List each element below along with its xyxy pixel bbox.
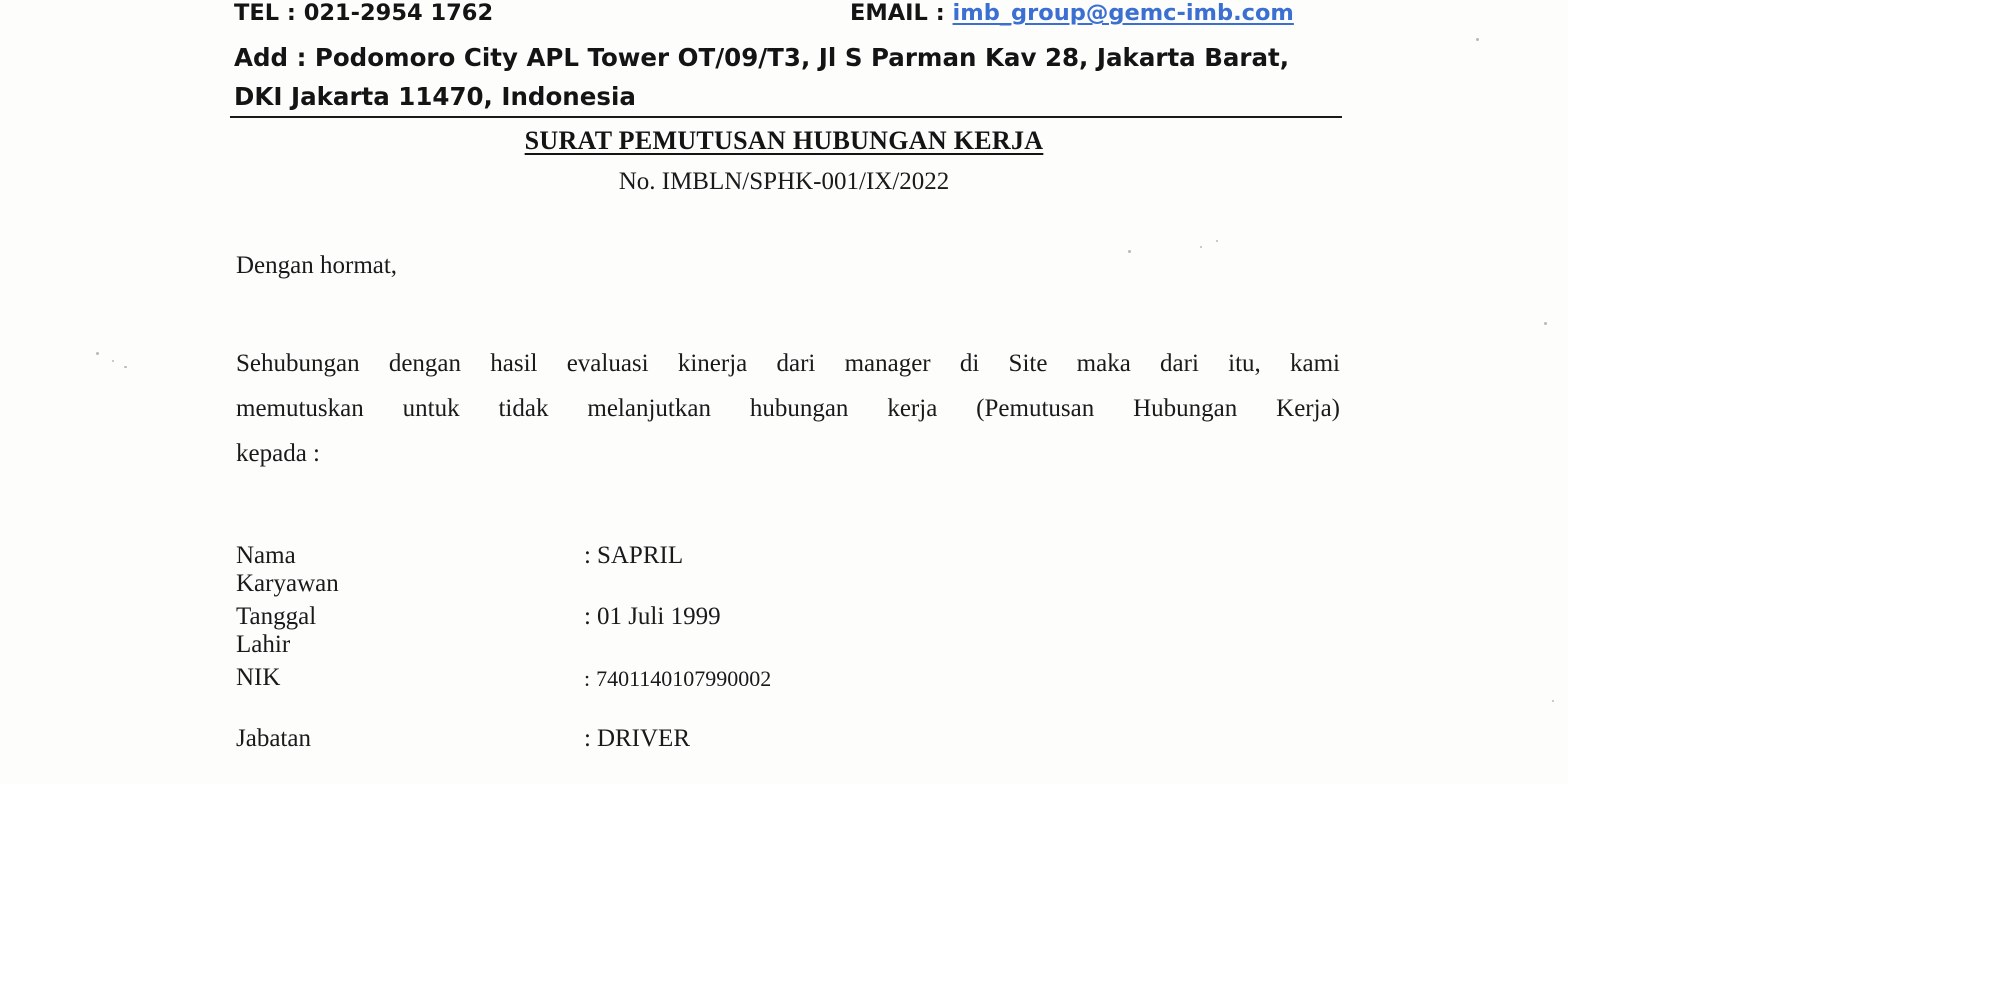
employee-position: DRIVER xyxy=(596,725,691,752)
detail-separator: : xyxy=(584,603,591,630)
body-paragraph xyxy=(236,341,1340,476)
telephone-number: TEL : 021-2954 1762 xyxy=(234,0,494,26)
paragraph-line-3: kepada : xyxy=(236,440,320,467)
detail-label: Jabatan xyxy=(236,725,311,752)
detail-separator: : xyxy=(584,542,591,569)
paragraph-line-2: memutuskan untuk tidak melanjutkan hubungan kerja (Pemutusan Hubungan Kerja) xyxy=(236,395,1340,422)
detail-value xyxy=(584,725,690,753)
salutation: Dengan hormat, xyxy=(236,252,398,279)
employee-birthdate: 01 Juli 1999 xyxy=(596,603,721,630)
scan-speck xyxy=(1200,246,1202,248)
detail-label: NIK xyxy=(236,664,281,691)
scan-speck xyxy=(1216,240,1218,242)
employee-nik: 7401140107990002 xyxy=(596,666,772,691)
document-number: No. IMBLN/SPHK-001/IX/2022 xyxy=(618,168,950,195)
detail-label: Tanggal Lahir xyxy=(236,603,317,658)
letterhead xyxy=(232,0,1340,116)
scan-speck xyxy=(124,366,127,368)
scan-speck xyxy=(1476,38,1479,41)
email-label: EMAIL : xyxy=(850,0,953,26)
contact-line xyxy=(232,0,1340,36)
scan-speck xyxy=(1552,700,1554,702)
detail-label: Nama Karyawan xyxy=(236,542,339,597)
email-contact xyxy=(850,0,1294,26)
email-link[interactable]: imb_group@gemc-imb.com xyxy=(952,0,1294,26)
detail-separator: : xyxy=(584,725,591,752)
document-title xyxy=(0,126,1568,156)
scan-speck xyxy=(112,360,114,362)
scan-speck xyxy=(96,352,99,355)
document-title-text: SURAT PEMUTUSAN HUBUNGAN KERJA xyxy=(524,126,1044,155)
letterhead-divider xyxy=(230,116,1342,118)
scan-speck xyxy=(1544,322,1547,325)
address-line-2: DKI Jakarta 11470, Indonesia xyxy=(234,82,636,111)
employee-name: SAPRIL xyxy=(596,542,684,569)
detail-value xyxy=(584,666,771,692)
paragraph-line-1: Sehubungan dengan hasil evaluasi kinerja dari manager di Site maka dari itu, kami xyxy=(236,350,1340,377)
detail-value xyxy=(584,603,721,631)
address-line-1: Add : Podomoro City APL Tower OT/09/T3, Jl S Parman Kav 28, Jakarta Barat, xyxy=(234,43,1290,72)
company-address xyxy=(232,38,1340,116)
scan-speck xyxy=(1128,250,1131,253)
detail-value xyxy=(584,542,683,570)
detail-separator: : xyxy=(584,666,591,691)
